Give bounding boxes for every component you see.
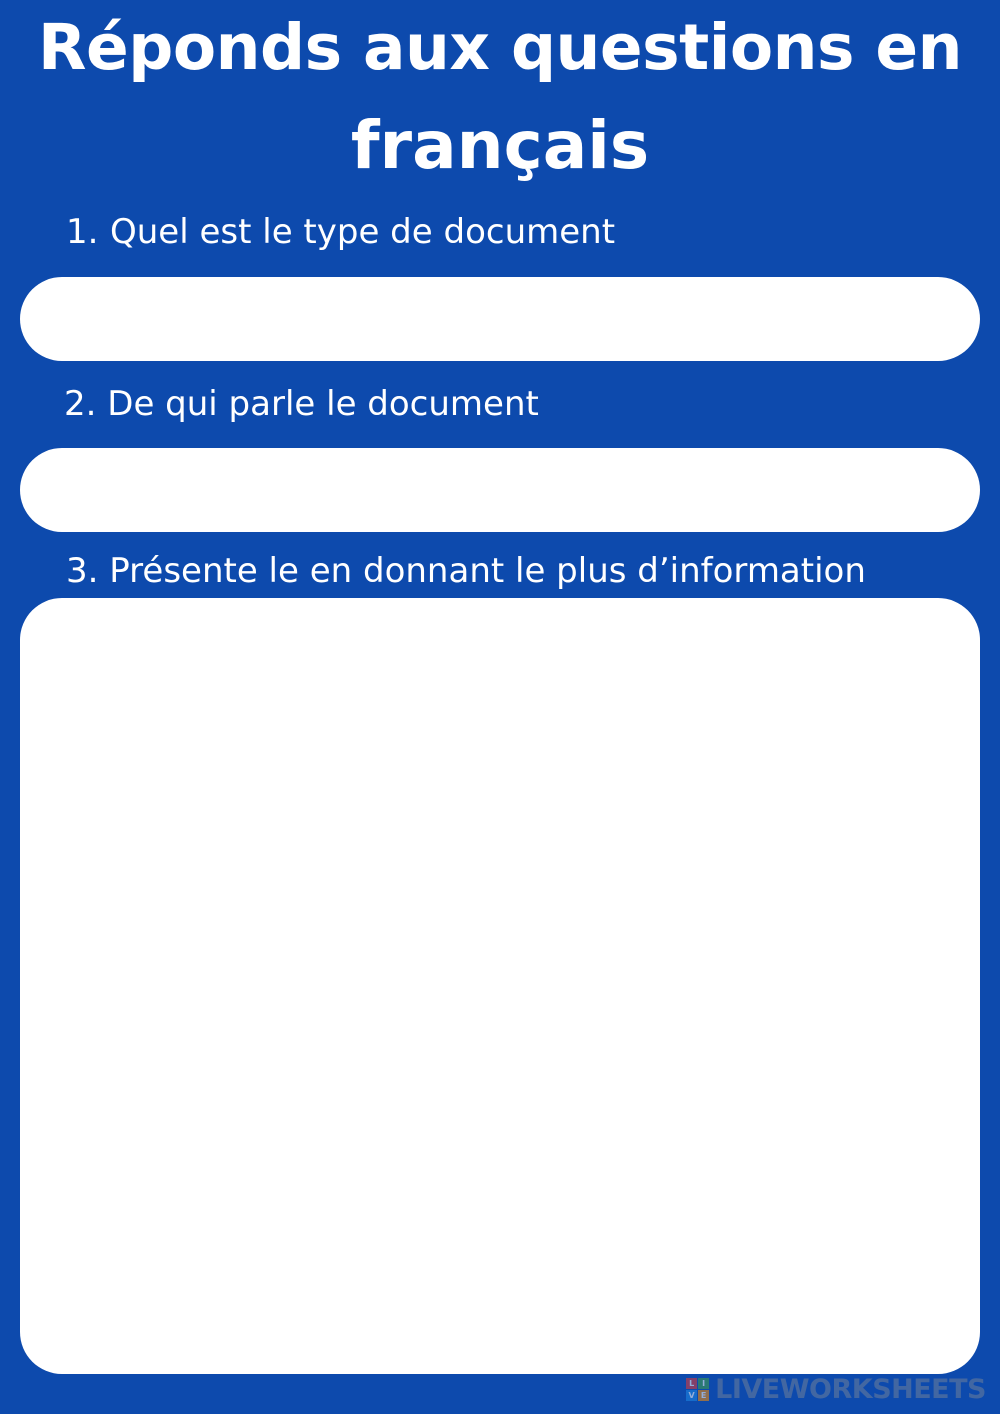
liveworksheets-logo-icon xyxy=(686,1378,709,1401)
answer-3-field[interactable] xyxy=(20,598,980,1374)
logo-letter-l: L xyxy=(686,1378,697,1389)
answer-2-field[interactable] xyxy=(20,448,980,532)
question-3 xyxy=(66,549,866,593)
liveworksheets-wordmark: LIVEWORKSHEETS xyxy=(715,1373,986,1405)
logo-letter-v: V xyxy=(686,1390,697,1401)
liveworksheets-watermark xyxy=(686,1373,986,1405)
logo-letter-e: E xyxy=(698,1390,709,1401)
question-3-text: Présente le en donnant le plus d’information xyxy=(109,551,866,591)
worksheet-title-line-2: français xyxy=(350,107,650,184)
question-1-number: 1. xyxy=(66,212,99,252)
logo-letter-i: I xyxy=(698,1378,709,1389)
question-3-number: 3. xyxy=(66,551,99,591)
question-1 xyxy=(66,210,615,254)
question-1-text: Quel est le type de document xyxy=(110,212,616,252)
question-2 xyxy=(64,382,539,426)
question-2-text: De qui parle le document xyxy=(107,384,539,424)
answer-1-field[interactable] xyxy=(20,277,980,361)
worksheet-title-line-1: Réponds aux questions en xyxy=(38,11,962,84)
question-2-number: 2. xyxy=(64,384,97,424)
